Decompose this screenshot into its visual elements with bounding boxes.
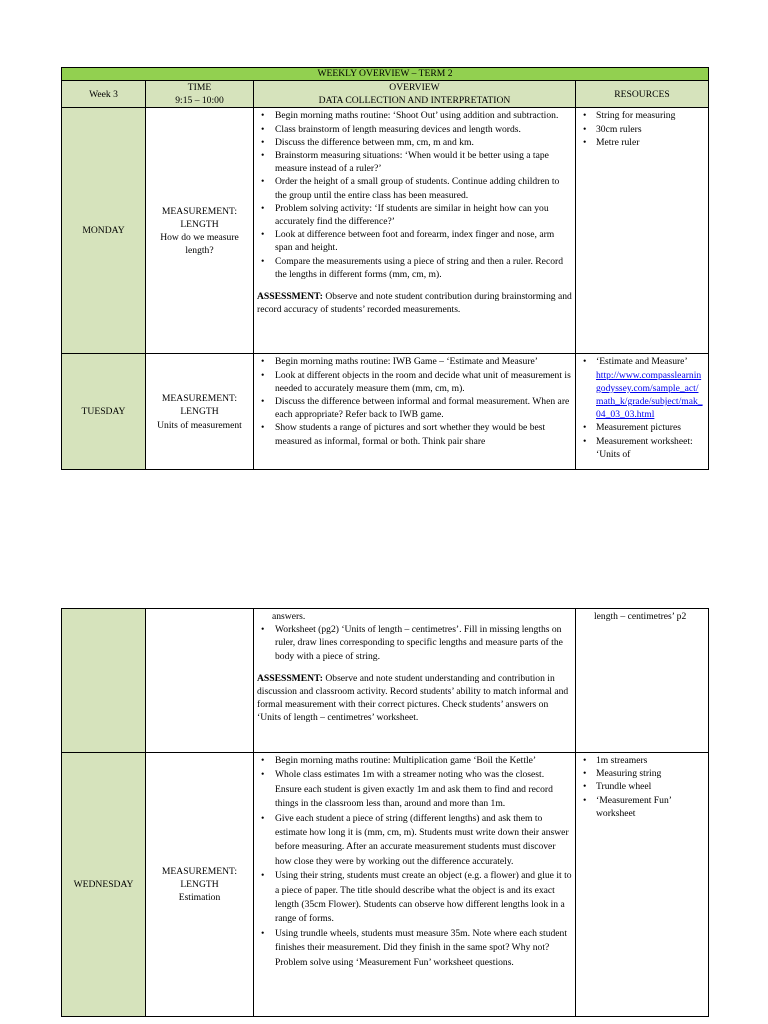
resources-header: RESOURCES xyxy=(576,81,709,108)
list-item: • Trundle wheel xyxy=(596,780,705,793)
tuesday-continued-row xyxy=(62,609,709,753)
table-title: WEEKLY OVERVIEW – TERM 2 xyxy=(62,68,709,81)
assessment-text: Observe and note student understanding and contribution in discussion and classroom activity. Record students’ ability to match informal and formal measurement with their correct pictures. Check students’ answers on ‘Units of length – centimetres’ worksheet. xyxy=(257,672,569,724)
time-value: 9:15 – 10:00 xyxy=(175,95,224,107)
tuesday-assessment xyxy=(257,672,572,725)
day-tuesday: TUESDAY xyxy=(62,354,146,470)
list-item: • Using trundle wheels, students must measure 35m. Note where each student finishes their measurement. Did they finish in the same spot? Why not? Problem solve using ‘Measurement Fun’ worksheet questions. xyxy=(275,927,572,970)
list-item: • Measurement pictures xyxy=(596,421,705,434)
resource-link[interactable]: http://www.compasslearningodyssey.com/sample_act/math_k/grade/subject/mak_04_03_03.html xyxy=(596,369,703,421)
assessment-label: ASSESSMENT: xyxy=(257,291,323,303)
tuesday-continued-list xyxy=(257,623,572,663)
list-item: • Measurement worksheet: ‘Units of xyxy=(596,435,705,461)
overview-header xyxy=(254,81,576,108)
wednesday-row xyxy=(62,753,709,1017)
monday-assessment xyxy=(257,290,572,316)
list-item: • Using their string, students must create an object (e.g. a flower) and glue it to a piece of paper. The title should describe what the object is and its exact length (35cm Flower). Students can observe how different lengths look in a range of forms. xyxy=(275,869,572,927)
list-item: • 30cm rulers xyxy=(596,123,705,136)
tuesday-resource-list xyxy=(579,355,705,461)
list-item: • ‘Measurement Fun’ worksheet xyxy=(596,794,705,820)
list-item: • Show students a range of pictures and sort whether they would be best measured as informal, formal or both. Think pair share xyxy=(275,421,572,447)
list-item: • String for measuring xyxy=(596,109,705,122)
topic-strand: LENGTH xyxy=(180,218,219,230)
tuesday-resources-continued xyxy=(576,609,709,753)
week-label: Week 3 xyxy=(62,81,146,108)
list-item: • Brainstorm measuring situations: ‘When would it be better using a tape measure instead of a ruler?’ xyxy=(275,149,572,175)
topic-strand: LENGTH xyxy=(180,878,219,890)
list-item: • Measuring string xyxy=(596,767,705,780)
monday-row xyxy=(62,108,709,354)
wednesday-resource-list xyxy=(579,754,705,820)
tuesday-topic xyxy=(146,354,254,470)
title-row xyxy=(62,68,709,81)
assessment-label: ASSESSMENT: xyxy=(257,672,323,684)
list-item: • Give each student a piece of string (different lengths) and ask them to estimate how long it is (mm, cm, m). Students must write down their answer before measuring. After an accurate measurement students must discover how close they were by working out the difference accurately. xyxy=(275,812,572,870)
tuesday-resources xyxy=(576,354,709,470)
list-item: • Whole class estimates 1m with a streamer noting who was the closest. Ensure each student is given exactly 1m and ask them to find and record things in the classroom less than, around and more than 1m. xyxy=(275,768,572,811)
topic-heading: MEASUREMENT: xyxy=(161,393,238,405)
list-item: • Look at different objects in the room and decide what unit of measurement is needed to accurately measure them (mm, cm, m). xyxy=(275,369,572,395)
day-wednesday: WEDNESDAY xyxy=(62,753,146,1017)
list-item: • 1m streamers xyxy=(596,754,705,767)
monday-activity-list xyxy=(257,109,572,281)
carry-over-text: answers. xyxy=(272,611,306,622)
wednesday-resources xyxy=(576,753,709,1017)
day-monday: MONDAY xyxy=(62,108,146,354)
tuesday-row xyxy=(62,354,709,470)
wednesday-topic xyxy=(146,753,254,1017)
list-item: • Compare the measurements using a piece of string and then a ruler. Record the lengths in different forms (mm, cm, m). xyxy=(275,255,572,281)
monday-resource-list xyxy=(579,109,705,149)
topic-focus: How do we measure length? xyxy=(160,231,239,257)
overview-subtitle: DATA COLLECTION AND INTERPRETATION xyxy=(318,95,511,107)
tuesday-activity-list xyxy=(257,355,572,447)
monday-resources xyxy=(576,108,709,354)
topic-heading: MEASUREMENT: xyxy=(161,205,238,217)
weekly-overview-table xyxy=(61,67,709,470)
list-item: • Discuss the difference between informal and formal measurement. When are each appropriate? Refer back to IWB game. xyxy=(275,395,572,421)
day-cell-empty xyxy=(62,609,146,753)
list-item: • Class brainstorm of length measuring devices and length words. xyxy=(275,123,572,136)
assessment-text: Observe and note student contribution during brainstorming and record accuracy of students’ recorded measurements. xyxy=(257,291,572,316)
overview-label: OVERVIEW xyxy=(389,82,440,93)
list-item xyxy=(596,355,705,421)
resource-title: ‘Estimate and Measure’ xyxy=(596,356,688,368)
list-item: • Begin morning maths routine: ‘Shoot Out’ using addition and subtraction. xyxy=(275,109,572,122)
list-item: • Discuss the difference between mm, cm, m and km. xyxy=(275,136,572,149)
list-item: • Begin morning maths routine: IWB Game – ‘Estimate and Measure’ xyxy=(275,355,572,368)
list-item: • Worksheet (pg2) ‘Units of length – centimetres’. Fill in missing lengths on ruler, draw lines corresponding to specific lengths and measure parts of the body with a piece of string. xyxy=(275,623,572,663)
wednesday-overview xyxy=(254,753,576,1017)
topic-focus: Units of measurement xyxy=(157,419,242,431)
list-item: • Look at difference between foot and forearm, index finger and nose, arm span and height. xyxy=(275,228,572,254)
wednesday-activity-list xyxy=(257,754,572,970)
list-item: • Metre ruler xyxy=(596,136,705,149)
topic-heading: MEASUREMENT: xyxy=(161,865,238,877)
time-header xyxy=(146,81,254,108)
topic-focus: Estimation xyxy=(178,892,221,904)
topic-cell-empty xyxy=(146,609,254,753)
tuesday-overview-continued xyxy=(254,609,576,753)
monday-topic xyxy=(146,108,254,354)
weekly-overview-table-continued xyxy=(61,608,709,1017)
tuesday-overview xyxy=(254,354,576,470)
time-label: TIME xyxy=(187,82,212,93)
list-item: • Problem solving activity: ‘If students are similar in height how can you accurately find the difference?’ xyxy=(275,202,572,228)
header-row xyxy=(62,81,709,108)
resource-carry-over: length – centimetres’ p2 xyxy=(594,611,687,622)
monday-overview xyxy=(254,108,576,354)
list-item: • Begin morning maths routine: Multiplication game ‘Boil the Kettle’ xyxy=(275,754,572,768)
topic-strand: LENGTH xyxy=(180,406,219,418)
list-item: • Order the height of a small group of students. Continue adding children to the group until the entire class has been measured. xyxy=(275,175,572,201)
